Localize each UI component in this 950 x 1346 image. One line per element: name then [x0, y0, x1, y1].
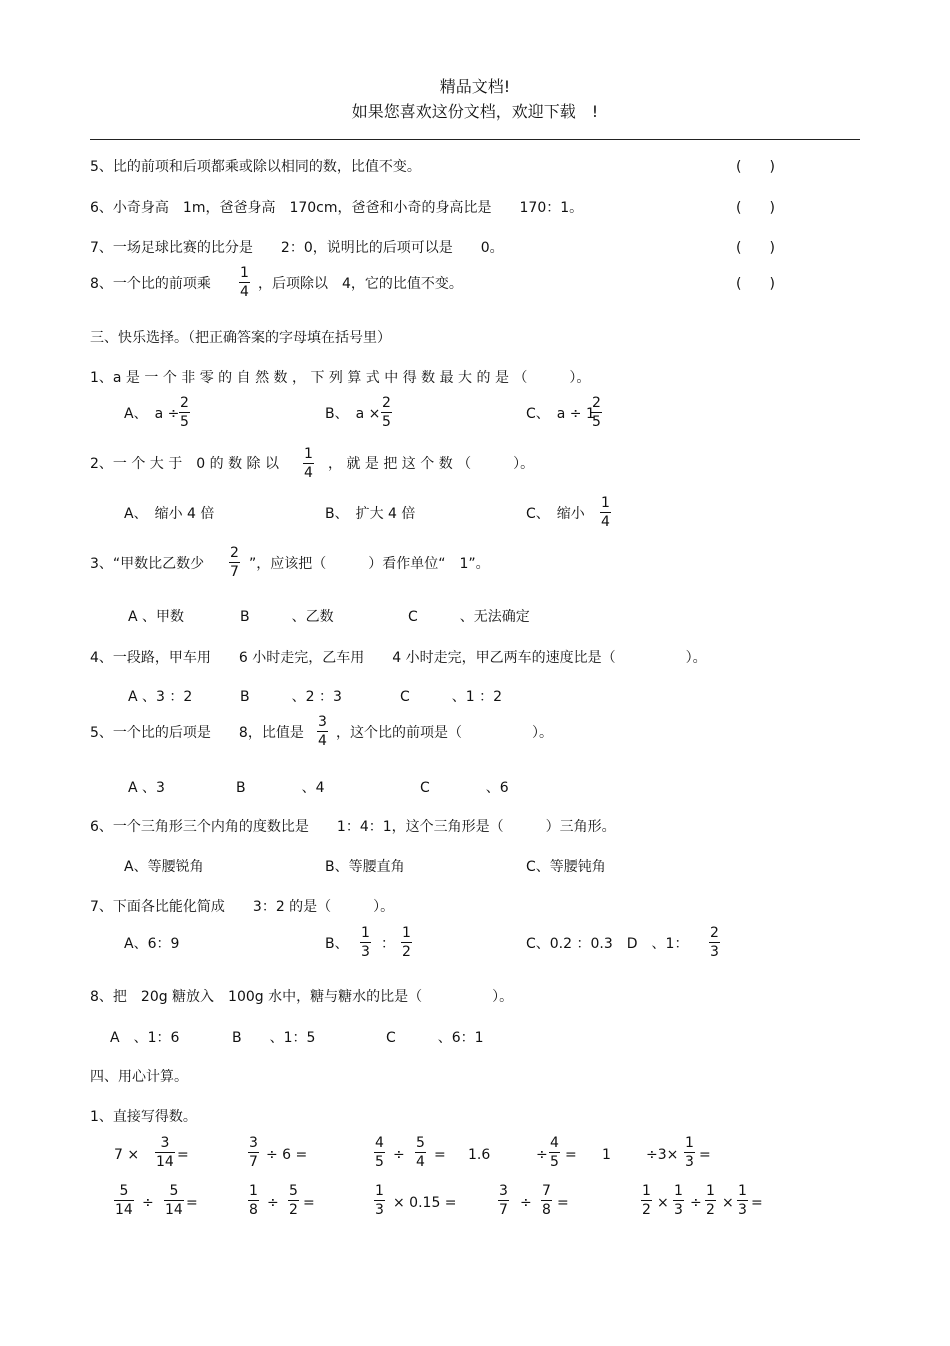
fraction: $\frac{2}{3}$: [710, 925, 719, 960]
fraction: $\frac{3}{7}$: [249, 1135, 258, 1170]
expr-text: 1.6: [468, 1147, 491, 1163]
fraction: $\frac{1}{4}$: [304, 446, 313, 481]
q7-option-c-d[interactable]: C、0.2 ：0.3 D 、1：: [526, 936, 689, 952]
expr-text: ÷: [142, 1195, 154, 1211]
q8-option-c[interactable]: C 、6：1: [386, 1030, 484, 1046]
expr-text: =: [565, 1147, 577, 1163]
section4-title: 四、用心计算。: [90, 1069, 188, 1085]
q5-option-c[interactable]: C 、6: [420, 780, 509, 796]
q7-option-a[interactable]: A、6：9: [124, 936, 180, 952]
expr-text: =: [434, 1147, 446, 1163]
fraction: $\frac{1}{3}$: [375, 1183, 384, 1218]
q1-option-c[interactable]: C、 a ÷ 1: [526, 406, 595, 422]
section3-title: 三、快乐选择。（把正确答案的字母填在括号里）: [90, 330, 391, 346]
choice-q5-a: 5、一个比的后项是 8，比值是: [90, 725, 304, 741]
expr-text: 7 ×: [114, 1147, 140, 1163]
fraction: $\frac{3}{14}$: [156, 1135, 174, 1170]
calc-q1: 1、直接写得数。: [90, 1109, 197, 1125]
judge-q6: 6、小奇身高 1m，爸爸身高 170cm，爸爸和小奇的身高比是 170：1。: [90, 200, 584, 216]
expr-text: ÷: [267, 1195, 279, 1211]
ratio-colon: ：: [381, 936, 395, 952]
q2-option-b[interactable]: B、 扩大 4 倍: [325, 506, 416, 522]
choice-q3-a: 3、“甲数比乙数少: [90, 556, 205, 572]
fraction: $\frac{1}{8}$: [249, 1183, 258, 1218]
fraction: $\frac{4}{5}$: [375, 1135, 384, 1170]
expr-text: =: [177, 1147, 189, 1163]
fraction: $\frac{1}{4}$: [601, 495, 610, 530]
q4-option-c[interactable]: C 、1 ：2: [400, 689, 503, 705]
fraction: $\frac{5}{14}$: [115, 1183, 133, 1218]
q1-option-a[interactable]: A、 a ÷: [124, 406, 180, 422]
q7-option-b[interactable]: B、: [325, 936, 349, 952]
expr-text: ÷: [520, 1195, 532, 1211]
fraction: $\frac{3}{7}$: [499, 1183, 508, 1218]
q3-option-c[interactable]: C 、无法确定: [408, 609, 530, 625]
fraction: $\frac{1}{3}$: [738, 1183, 747, 1218]
expr-text: ÷: [690, 1195, 702, 1211]
answer-paren[interactable]: ( ): [736, 276, 775, 292]
q2-option-a[interactable]: A、 缩小 4 倍: [124, 506, 215, 522]
expr-text: =: [751, 1195, 763, 1211]
expr-text: =: [303, 1195, 315, 1211]
fraction: $\frac{2}{7}$: [230, 545, 239, 580]
fraction: $\frac{1}{3}$: [674, 1183, 683, 1218]
choice-q4: 4、一段路，甲车用 6 小时走完，乙车用 4 小时走完，甲乙两车的速度比是（ ）。: [90, 650, 707, 666]
judge-q8-a: 8、一个比的前项乘: [90, 276, 211, 292]
q6-option-a[interactable]: A、等腰锐角: [124, 859, 204, 875]
header-divider: [90, 139, 860, 140]
expr-text: =: [699, 1147, 711, 1163]
q8-option-a[interactable]: A 、1：6: [110, 1030, 180, 1046]
fraction: $\frac{2}{5}$: [382, 395, 391, 430]
answer-paren[interactable]: ( ): [736, 200, 775, 216]
choice-q7: 7、下面各比能化简成 3：2 的是（ ）。: [90, 899, 395, 915]
fraction: $\frac{1}{2}$: [642, 1183, 651, 1218]
q8-option-b[interactable]: B 、1：5: [232, 1030, 316, 1046]
fraction: $\frac{2}{5}$: [592, 395, 601, 430]
expr-text: ÷3×: [646, 1147, 679, 1163]
fraction: $\frac{5}{2}$: [289, 1183, 298, 1218]
choice-q2-a: 2、一 个 大 于 0 的 数 除 以: [90, 456, 279, 472]
fraction: $\frac{2}{5}$: [180, 395, 189, 430]
expr-text: =: [186, 1195, 198, 1211]
expr-text: =: [557, 1195, 569, 1211]
answer-paren[interactable]: ( ): [736, 240, 775, 256]
fraction: $\frac{5}{14}$: [165, 1183, 183, 1218]
choice-q8: 8、把 20g 糖放入 100g 水中，糖与糖水的比是（ ）。: [90, 989, 514, 1005]
fraction: $\frac{1}{4}$: [240, 265, 249, 300]
choice-q2-b: ， 就 是 把 这 个 数 （ ）。: [328, 456, 535, 472]
q4-option-b[interactable]: B 、2 ：3: [240, 689, 342, 705]
header-line1: 精品文档!: [439, 77, 511, 96]
fraction: $\frac{1}{3}$: [685, 1135, 694, 1170]
q3-option-a[interactable]: A 、甲数: [128, 609, 185, 625]
judge-q8-b: ，后项除以 4，它的比值不变。: [258, 276, 463, 292]
fraction: $\frac{4}{5}$: [550, 1135, 559, 1170]
expr-text: ×: [722, 1195, 734, 1211]
choice-q6: 6、一个三角形三个内角的度数比是 1：4：1，这个三角形是（ ）三角形。: [90, 819, 616, 835]
choice-q1: 1、a 是 一 个 非 零 的 自 然 数 ， 下 列 算 式 中 得 数 最 大 的 是 （ ）。: [90, 370, 591, 386]
expr-text: × 0.15 =: [393, 1195, 457, 1211]
choice-q5-b: ，这个比的前项是（ ）。: [336, 725, 553, 741]
expr-text: ÷: [536, 1147, 548, 1163]
fraction: $\frac{5}{4}$: [416, 1135, 425, 1170]
judge-q7: 7、一场足球比赛的比分是 2：0，说明比的后项可以是 0。: [90, 240, 504, 256]
q6-option-b[interactable]: B、等腰直角: [325, 859, 405, 875]
choice-q3-b: ”，应该把（ ）看作单位“ 1”。: [249, 556, 490, 572]
fraction: $\frac{1}{2}$: [706, 1183, 715, 1218]
judge-q5: 5、比的前项和后项都乘或除以相同的数，比值不变。: [90, 159, 421, 175]
q2-option-c[interactable]: C、 缩小: [526, 506, 585, 522]
fraction: $\frac{3}{4}$: [318, 714, 327, 749]
expr-text: ×: [657, 1195, 669, 1211]
q6-option-c[interactable]: C、等腰钝角: [526, 859, 606, 875]
q3-option-b[interactable]: B 、乙数: [240, 609, 334, 625]
fraction: $\frac{7}{8}$: [542, 1183, 551, 1218]
q5-option-b[interactable]: B 、4: [236, 780, 325, 796]
q1-option-b[interactable]: B、 a ×: [325, 406, 381, 422]
answer-paren[interactable]: ( ): [736, 159, 775, 175]
fraction: $\frac{1}{2}$: [402, 925, 411, 960]
fraction: $\frac{1}{3}$: [361, 925, 370, 960]
expr-text: 1: [602, 1147, 611, 1163]
q4-option-a[interactable]: A 、3 ：2: [128, 689, 193, 705]
q5-option-a[interactable]: A 、3: [128, 780, 165, 796]
expr-text: ÷ 6 =: [266, 1147, 308, 1163]
header-line2: 如果您喜欢这份文档，欢迎下载 !: [351, 102, 599, 121]
expr-text: ÷: [393, 1147, 405, 1163]
